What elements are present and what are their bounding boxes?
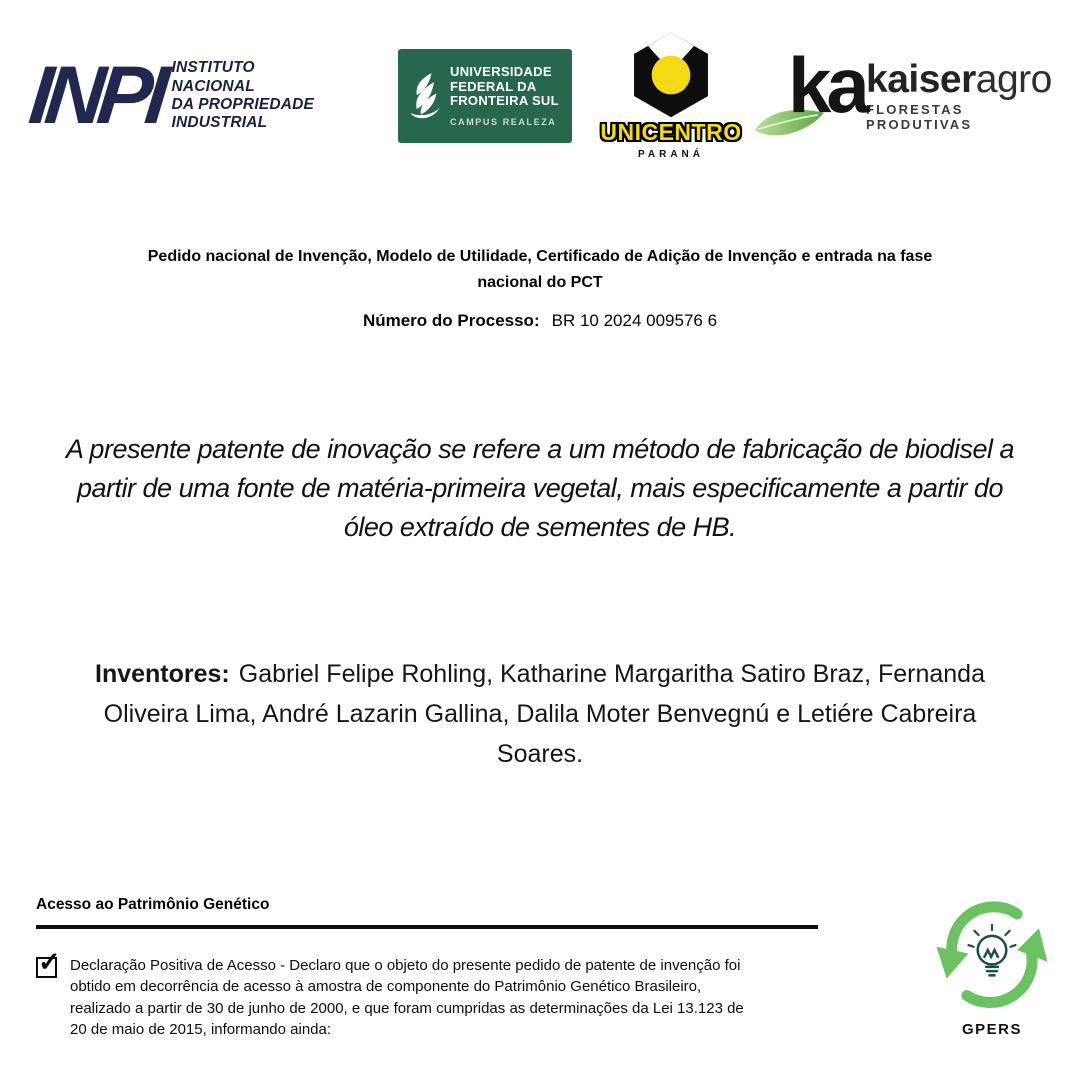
- kaiseragro-name: [866, 57, 1054, 101]
- inventors-label: Inventores:: [95, 660, 230, 688]
- uffs-name-line: UNIVERSIDADE: [450, 64, 552, 80]
- inventors-paragraph: [0, 654, 1080, 774]
- uffs-logo: [398, 49, 572, 143]
- declaration-row: [36, 947, 818, 1041]
- uffs-leaf-icon: [407, 67, 443, 125]
- inventors-line: Soares.: [496, 740, 584, 768]
- inpi-text-line: NACIONAL: [171, 77, 255, 95]
- gpers-logo: [922, 893, 1062, 1038]
- unicentro-cube-icon: [627, 31, 715, 119]
- kaiseragro-name-light: agro: [975, 57, 1052, 101]
- inpi-logo-mark: INPI: [25, 50, 167, 142]
- process-number-row: [0, 311, 1080, 331]
- unicentro-wordmark: UNICENTRO: [600, 118, 742, 145]
- uffs-name: [450, 65, 559, 109]
- kaiseragro-name-bold: kaiser: [866, 57, 976, 101]
- section-divider: [36, 925, 818, 929]
- inpi-logo-text: [171, 59, 314, 132]
- gpers-recycle-bulb-icon: [929, 893, 1055, 1019]
- checkmark-icon: ✓: [38, 947, 61, 977]
- declaration-text: [70, 955, 818, 1041]
- kaiseragro-text: [866, 57, 1054, 133]
- uffs-logo-text: [450, 65, 559, 127]
- patent-abstract: [0, 430, 1080, 547]
- kaiseragro-tagline: FLORESTAS PRODUTIVAS: [866, 102, 973, 133]
- declaration-line: 20 de maio de 2015, informando ainda:: [70, 1021, 332, 1039]
- title-line: Pedido nacional de Invenção, Modelo de Utilidade, Certificado de Adição de Invenção e entrada na fase: [147, 248, 933, 265]
- inpi-text-line: DA PROPRIEDADE: [171, 95, 315, 113]
- unicentro-region-label: PARANÁ: [637, 148, 705, 160]
- inventors-line: Oliveira Lima, André Lazarin Gallina, Dalila Moter Benvegnú e Letiére Cabreira: [103, 700, 977, 728]
- inventors-names: Gabriel Felipe Rohling, Katharine Margaritha Satiro Braz, Fernanda: [238, 660, 985, 688]
- inpi-logo: [25, 50, 378, 142]
- declaration-line: Declaração Positiva de Acesso - Declaro que o objeto do presente pedido de patente de invenção foi: [70, 957, 741, 974]
- inpi-text-line: INSTITUTO: [171, 59, 255, 77]
- inpi-text-line: INDUSTRIAL: [171, 114, 268, 132]
- kaiseragro-monogram: [770, 41, 866, 147]
- abstract-line: óleo extraído de sementes de HB.: [343, 512, 737, 543]
- genetic-access-section: [36, 896, 818, 1041]
- kaiseragro-logo: [770, 41, 1054, 147]
- declaration-line: obtido em decorrência de acesso à amostra de componente do Patrimônio Genético Brasileiro,: [70, 978, 702, 996]
- uffs-name-line: FRONTEIRA SUL: [450, 93, 559, 109]
- process-number-value: BR 10 2024 009576 6: [551, 311, 718, 330]
- uffs-name-line: FEDERAL DA: [450, 78, 537, 94]
- abstract-line: A presente patente de inovação se refere a um método de fabricação de biodisel a: [65, 434, 1015, 464]
- positive-access-checkbox[interactable]: [36, 947, 61, 978]
- declaration-line: realizado a partir de 30 de junho de 2000, e que foram cumpridas as determinações da Lei 13.123 de: [70, 999, 744, 1017]
- gpers-label: GPERS: [961, 1021, 1022, 1038]
- abstract-line: partir de uma fonte de matéria-primeira vegetal, mais especificamente a partir do: [77, 473, 1003, 504]
- logo-bar: [25, 32, 1054, 160]
- process-number-label: Número do Processo:: [362, 311, 540, 330]
- inventors-line: [0, 654, 1080, 694]
- kaiseragro-monogram-text: ka: [788, 41, 865, 129]
- request-type-title: [0, 244, 1080, 295]
- unicentro-logo: [592, 31, 750, 160]
- uffs-campus-label: CAMPUS REALEZA: [450, 116, 557, 127]
- genetic-access-heading: Acesso ao Patrimônio Genético: [36, 896, 270, 913]
- title-line: nacional do PCT: [477, 273, 603, 291]
